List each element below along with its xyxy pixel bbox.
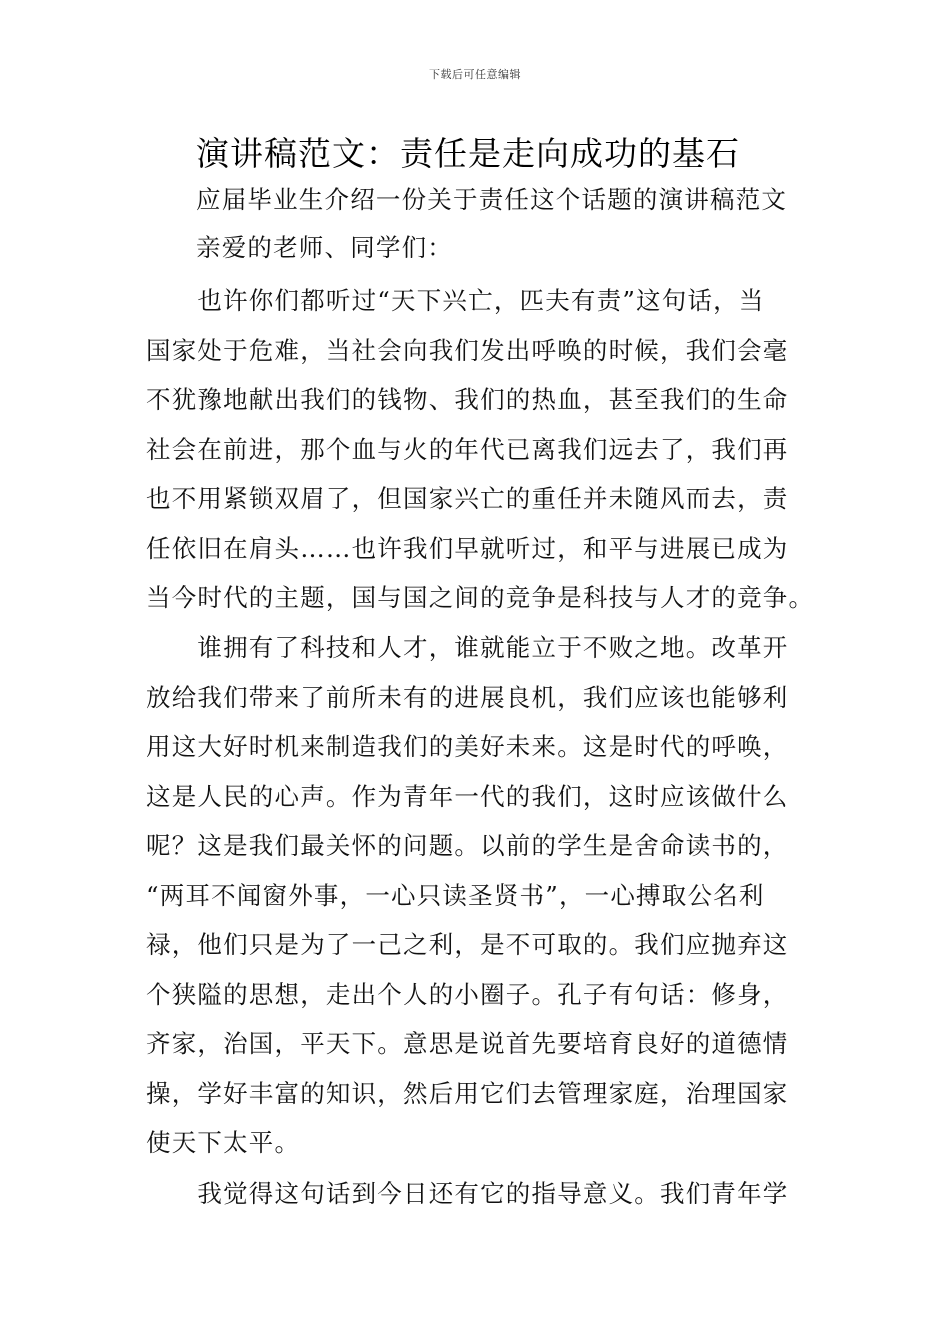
paragraph-1	[146, 276, 815, 623]
subtitle-line: 应届毕业生介绍一份关于责任这个话题的演讲稿范文	[196, 185, 788, 214]
paragraph-line: 齐家，治国，平天下。意思是说首先要培育良好的道德情	[146, 1029, 789, 1058]
paragraph-line: 也不用紧锁双眉了，但国家兴亡的重任并未随风而去，责	[146, 484, 789, 513]
paragraph-line: 放给我们带来了前所未有的进展良机，我们应该也能够利	[146, 682, 789, 712]
paragraph-line: 谁拥有了科技和人才，谁就能立于不败之地。改革开	[146, 633, 789, 662]
paragraph-3	[146, 1169, 808, 1219]
paragraph-line: 个狭隘的思想，走出个人的小圈子。孔子有句话：修身，	[146, 979, 789, 1009]
paragraph-line: “两耳不闻窗外事，一心只读圣贤书”，一心搏取公名利	[146, 880, 765, 910]
intro-block	[196, 176, 816, 272]
paragraph-line: 当今时代的主题，国与国之间的竞争是科技与人才的竞争。	[146, 583, 815, 612]
header-note: 下载后可任意编辑	[429, 68, 521, 81]
paragraph-line: 这是人民的心声。作为青年一代的我们，这时应该做什么	[146, 781, 789, 811]
paragraph-line: 社会在前进，那个血与火的年代已离我们远去了，我们再	[146, 434, 789, 464]
paragraph-line: 国家处于危难，当社会向我们发出呼唤的时候，我们会毫	[146, 335, 789, 365]
paragraph-line: 我觉得这句话到今日还有它的指导意义。我们青年学	[146, 1179, 789, 1208]
paragraph-line: 不犹豫地献出我们的钱物、我们的热血，甚至我们的生命	[146, 385, 789, 414]
paragraph-line: 也许你们都听过“天下兴亡，匹夫有责”这句话，当	[146, 286, 765, 315]
greeting-line: 亲爱的老师、同学们：	[196, 233, 453, 262]
paragraph-line: 用这大好时机来制造我们的美好未来。这是时代的呼唤，	[146, 732, 789, 761]
paragraph-line: 禄，他们只是为了一己之利，是不可取的。我们应抛弃这	[146, 930, 789, 959]
paragraph-line: 操，学好丰富的知识，然后用它们去管理家庭，治理国家	[146, 1078, 789, 1108]
paragraph-line: 使天下太平。	[146, 1128, 301, 1157]
page-title: 演讲稿范文：责任是走向成功的基石	[196, 134, 740, 173]
paragraph-2	[146, 623, 808, 1168]
paragraph-line: 任依旧在肩头……也许我们早就听过，和平与进展已成为	[146, 533, 789, 563]
paragraph-line: 呢？这是我们最关怀的问题。以前的学生是舍命读书的，	[146, 831, 789, 860]
